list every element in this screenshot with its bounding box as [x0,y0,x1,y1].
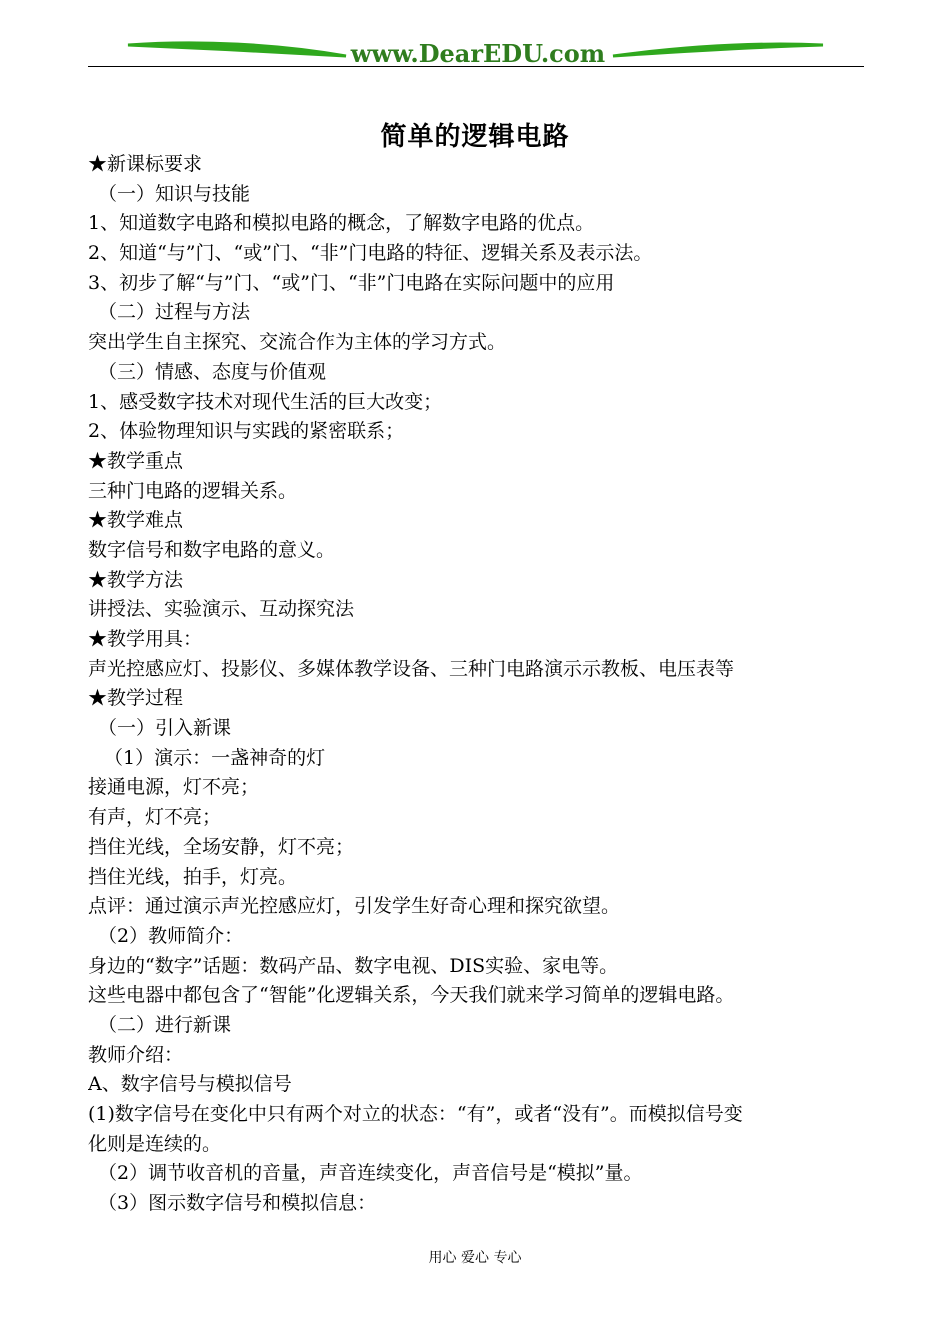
text-line: (1)数字信号在变化中只有两个对立的状态：“有”，或者“没有”。而模拟信号变 [88,1103,743,1125]
text-line: 化则是连续的。 [88,1132,222,1155]
text-line: （一）引入新课 [98,717,232,740]
text-line: 2、体验物理知识与实践的紧密联系； [88,420,405,443]
text-line: ★教学用具： [88,628,203,650]
text-line: （二）过程与方法 [98,301,251,324]
site-header-banner [88,30,864,70]
text-line: 接通电源，灯不亮； [88,776,260,799]
text-line: 挡住光线，拍手，灯亮。 [88,865,298,888]
text-line: 这些电器中都包含了“智能”化逻辑关系，今天我们就来学习简单的逻辑电路。 [88,984,735,1007]
text-line: 有声，灯不亮； [88,806,222,829]
text-line: （三）情感、态度与价值观 [98,360,327,383]
site-logo [88,30,864,70]
right-swoosh [613,44,823,56]
site-brand-text: www.DearEDU.com [350,39,606,68]
text-line: 突出学生自主探究、交流合作为主体的学习方式。 [88,331,507,354]
text-line: ★教学过程 [88,687,184,710]
text-line: （一）知识与技能 [98,182,251,205]
text-line: 讲授法、实验演示、互动探究法 [88,598,355,621]
left-swoosh [128,43,346,56]
text-line: 2、知道“与”门、“或”门、“非”门电路的特征、逻辑关系及表示法。 [88,242,653,265]
text-line: 点评：通过演示声光控感应灯，引发学生好奇心理和探究欲望。 [88,895,621,918]
document-title: 简单的逻辑电路 [380,122,570,152]
header-divider [88,66,864,67]
text-line: （2）调节收音机的音量，声音连续变化，声音信号是“模拟”量。 [98,1162,643,1185]
text-line: ★新课标要求 [88,153,203,175]
text-line: 3、初步了解“与”门、“或”门、“非”门电路在实际问题中的应用 [88,271,615,294]
text-line: 挡住光线，全场安静，灯不亮； [88,835,355,858]
text-line: A、数字信号与模拟信号 [88,1073,292,1096]
page-footer: 用心 爱心 专心 [428,1250,522,1266]
text-line: 教师介绍： [88,1043,184,1066]
text-line: ★教学难点 [88,509,184,532]
text-line: （2）教师简介： [98,924,244,947]
text-line: 1、知道数字电路和模拟电路的概念，了解数字电路的优点。 [88,212,595,235]
text-line: （二）进行新课 [98,1013,232,1036]
text-line: ★教学方法 [88,568,184,591]
text-line: （1）演示：一盏神奇的灯 [104,746,326,769]
text-line: 身边的“数字”话题：数码产品、数字电视、DIS实验、家电等。 [88,954,619,977]
document-body [88,150,868,1219]
text-line: 三种门电路的逻辑关系。 [88,479,298,502]
text-line: 1、感受数字技术对现代生活的巨大改变； [88,390,443,413]
text-line: 数字信号和数字电路的意义。 [88,538,336,561]
text-line: （3）图示数字信号和模拟信息： [98,1192,377,1215]
text-line: 声光控感应灯、投影仪、多媒体教学设备、三种门电路演示示教板、电压表等 [88,657,735,680]
text-line: ★教学重点 [88,449,184,472]
